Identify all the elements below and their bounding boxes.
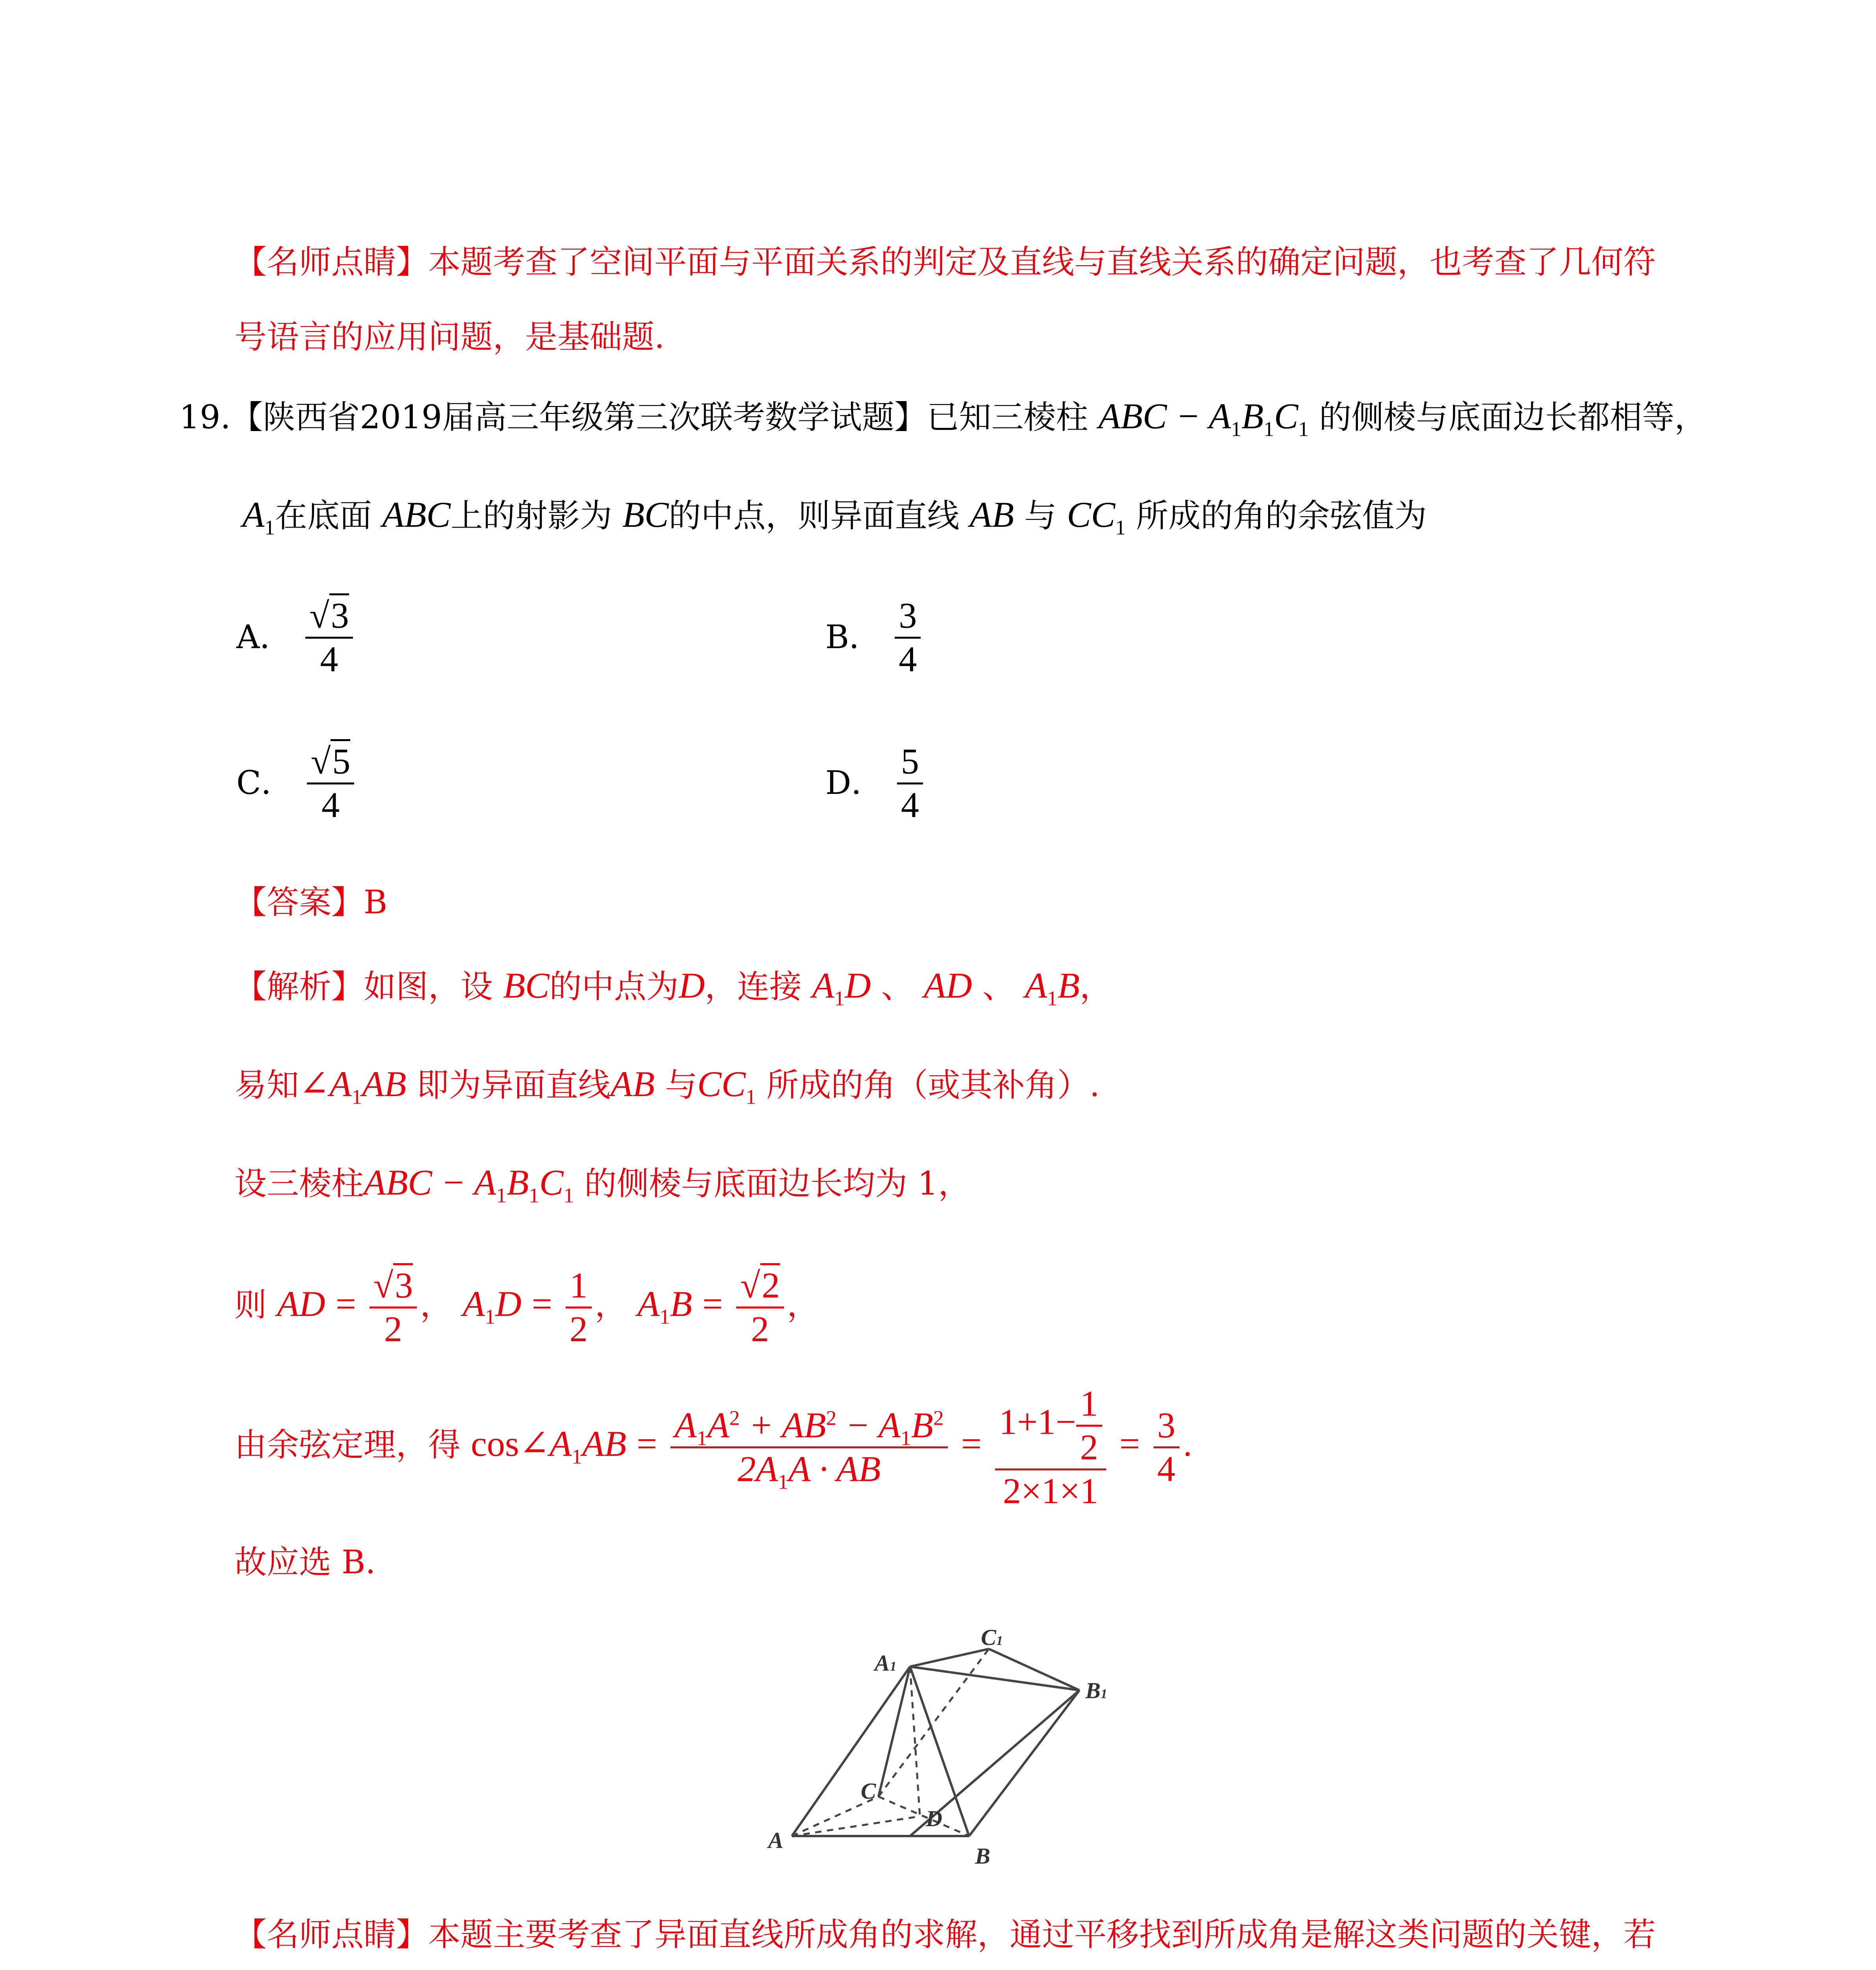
label-c: C xyxy=(861,1778,876,1804)
option-c[interactable]: C． $\frac{√5}{4}$ xyxy=(236,741,357,826)
q19-source: 【陕西省2019届高三年级第三次联考数学试题】 xyxy=(230,399,927,436)
solution-line-1: 【解析】如图，设 BC的中点为D，连接 $A_1D$ 、 AD 、 $A_1B$， xyxy=(234,965,1112,1010)
solution-line-3: 设三棱柱ABC − $A_1B_1C_1$ 的侧棱与底面边长均为 1， xyxy=(234,1162,971,1207)
label-a1: A1 xyxy=(875,1650,897,1676)
prism-name: ABC − $A_1B_1C_1$ xyxy=(1098,396,1309,441)
solution-line-4: 则 AD = $\frac{√3}{2}$ ， $A_1D$ = $\frac{1}{2}$ ， $A_1B$ = $\frac{√2}{2}$ ， xyxy=(234,1265,819,1350)
prism-figure xyxy=(760,1627,1139,1879)
q19-stem-line-2: $A_1$在底面 ABC上的射影为 BC的中点，则异面直线 AB 与 $CC_1$ 所成的角的余弦值为 xyxy=(242,494,1427,539)
q19-stem-text: 的侧棱与底面边长都相等， xyxy=(1319,399,1707,436)
solution-line-6: 故应选 B. xyxy=(234,1544,376,1581)
prev-comment-line-1: 【名师点睛】本题考查了空间平面与平面关系的判定及直线与直线关系的确定问题，也考查了几何符 xyxy=(234,243,1656,281)
label-d: D xyxy=(926,1806,942,1831)
label-b1: B1 xyxy=(1085,1678,1107,1703)
solution-line-2: 易知$\angle A_1AB$ 即为异面直线AB 与$CC_1$ 所成的角（或其补角）. xyxy=(234,1064,1100,1109)
answer: 【答案】B xyxy=(234,884,388,921)
option-a[interactable]: A． $\frac{√3}{4}$ xyxy=(236,595,356,680)
comment19-line-1: 【名师点睛】本题主要考查了异面直线所成角的求解，通过平移找到所成角是解这类问题的关键，若 xyxy=(234,1916,1656,1953)
option-b[interactable]: B． $\frac{3}{4}$ xyxy=(825,595,924,680)
label-a: A xyxy=(768,1827,784,1853)
q19-stem-text: 已知三棱柱 xyxy=(927,399,1088,436)
prev-comment-line-2: 号语言的应用问题，是基础题. xyxy=(234,318,665,356)
q19-stem-line-1 xyxy=(179,396,1707,441)
label-b: B xyxy=(975,1843,990,1869)
label-c1: C1 xyxy=(981,1627,1003,1650)
solution-line-5: 由余弦定理，得 $\cos\angle A_1AB$ = $\frac{A_1A^2 + AB^2 - A_1B^2}{2A_1A \cdot AB}$ = 1+1− $\frac{1}{2}$ 2×1×1 = $\frac{3}{4}$ . xyxy=(234,1383,1193,1511)
q19-number: 19. xyxy=(179,399,231,436)
option-d[interactable]: D． $\frac{5}{4}$ xyxy=(825,741,926,826)
